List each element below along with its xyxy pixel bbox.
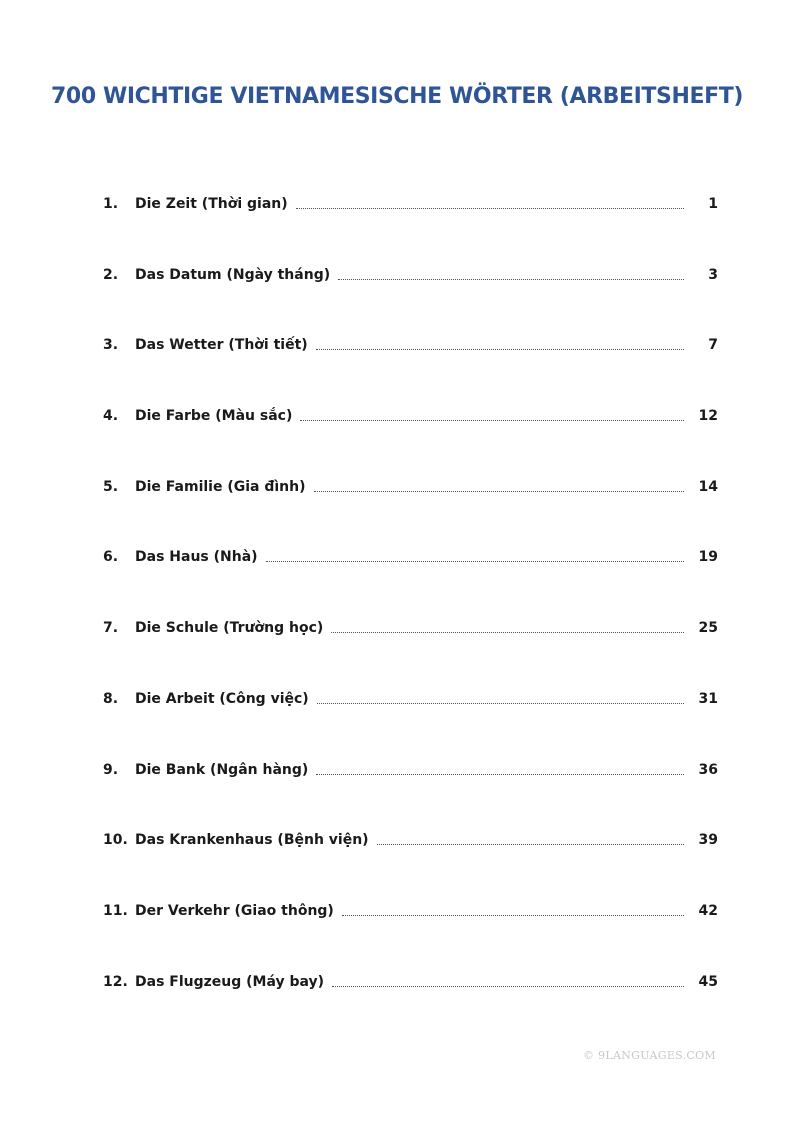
- toc-entry-page[interactable]: 36: [698, 761, 718, 778]
- toc-entry-page[interactable]: 12: [698, 408, 718, 425]
- toc-entry-number: 10.: [103, 832, 128, 849]
- toc-entry-page[interactable]: 45: [698, 973, 718, 990]
- toc-entry-page[interactable]: 19: [698, 549, 718, 566]
- toc-entry-page[interactable]: 39: [698, 832, 718, 849]
- dot-leader: [266, 543, 684, 562]
- toc-entry[interactable]: [103, 897, 718, 968]
- toc-entry-number: 12.: [103, 973, 128, 990]
- table-of-contents: [103, 190, 718, 1038]
- dot-leader: [300, 402, 684, 421]
- toc-entry[interactable]: [103, 614, 718, 685]
- toc-entry-number: 11.: [103, 902, 128, 919]
- toc-entry-label[interactable]: Die Farbe (Màu sắc): [135, 408, 293, 425]
- toc-entry[interactable]: [103, 190, 718, 261]
- toc-entry[interactable]: [103, 473, 718, 544]
- dot-leader: [316, 756, 684, 775]
- toc-entry-label[interactable]: Das Krankenhaus (Bệnh viện): [135, 832, 369, 849]
- watermark: © 9LANGUAGES.COM: [583, 1049, 716, 1062]
- toc-entry-number: 1.: [103, 196, 119, 212]
- toc-entry-label[interactable]: Das Datum (Ngày tháng): [135, 266, 331, 283]
- dot-leader: [316, 331, 684, 350]
- dot-leader: [317, 685, 684, 704]
- toc-entry[interactable]: [103, 968, 718, 1039]
- toc-entry-number: 7.: [103, 620, 119, 637]
- toc-entry[interactable]: [103, 756, 718, 827]
- toc-entry-label[interactable]: Das Wetter (Thời tiết): [135, 337, 308, 354]
- toc-entry-number: 6.: [103, 549, 119, 566]
- toc-entry-label[interactable]: Die Familie (Gia đình): [135, 478, 306, 495]
- toc-entry-number: 8.: [103, 690, 119, 707]
- dot-leader: [342, 897, 684, 916]
- toc-entry-page[interactable]: 3: [708, 266, 718, 283]
- toc-entry[interactable]: [103, 261, 718, 332]
- toc-entry-label[interactable]: Die Zeit (Thời gian): [135, 196, 288, 212]
- dot-leader: [338, 261, 684, 280]
- toc-entry-page[interactable]: 42: [698, 902, 718, 919]
- toc-entry-label[interactable]: Die Bank (Ngân hàng): [135, 761, 309, 778]
- toc-entry-number: 2.: [103, 266, 119, 283]
- toc-entry-label[interactable]: Die Arbeit (Công việc): [135, 690, 309, 707]
- page-title: 700 WICHTIGE VIETNAMESISCHE WÖRTER (ARBEITSHEFT): [51, 84, 743, 109]
- dot-leader: [332, 968, 684, 987]
- toc-entry[interactable]: [103, 826, 718, 897]
- dot-leader: [296, 190, 684, 209]
- toc-entry-label[interactable]: Das Flugzeug (Máy bay): [135, 973, 325, 990]
- dot-leader: [377, 826, 684, 845]
- dot-leader: [314, 473, 685, 492]
- toc-entry[interactable]: [103, 402, 718, 473]
- toc-entry-label[interactable]: Der Verkehr (Giao thông): [135, 902, 334, 919]
- toc-entry-number: 3.: [103, 337, 119, 354]
- toc-entry[interactable]: [103, 685, 718, 756]
- toc-entry-label[interactable]: Das Haus (Nhà): [135, 549, 258, 566]
- dot-leader: [331, 614, 684, 633]
- toc-entry-page[interactable]: 1: [708, 196, 718, 212]
- toc-entry-page[interactable]: 14: [698, 478, 718, 495]
- toc-entry-number: 4.: [103, 408, 119, 425]
- toc-entry-page[interactable]: 7: [708, 337, 718, 354]
- toc-entry[interactable]: [103, 543, 718, 614]
- toc-entry[interactable]: [103, 331, 718, 402]
- toc-entry-page[interactable]: 31: [698, 690, 718, 707]
- toc-entry-number: 9.: [103, 761, 119, 778]
- toc-entry-label[interactable]: Die Schule (Trường học): [135, 620, 324, 637]
- toc-entry-number: 5.: [103, 478, 119, 495]
- toc-entry-page[interactable]: 25: [698, 620, 718, 637]
